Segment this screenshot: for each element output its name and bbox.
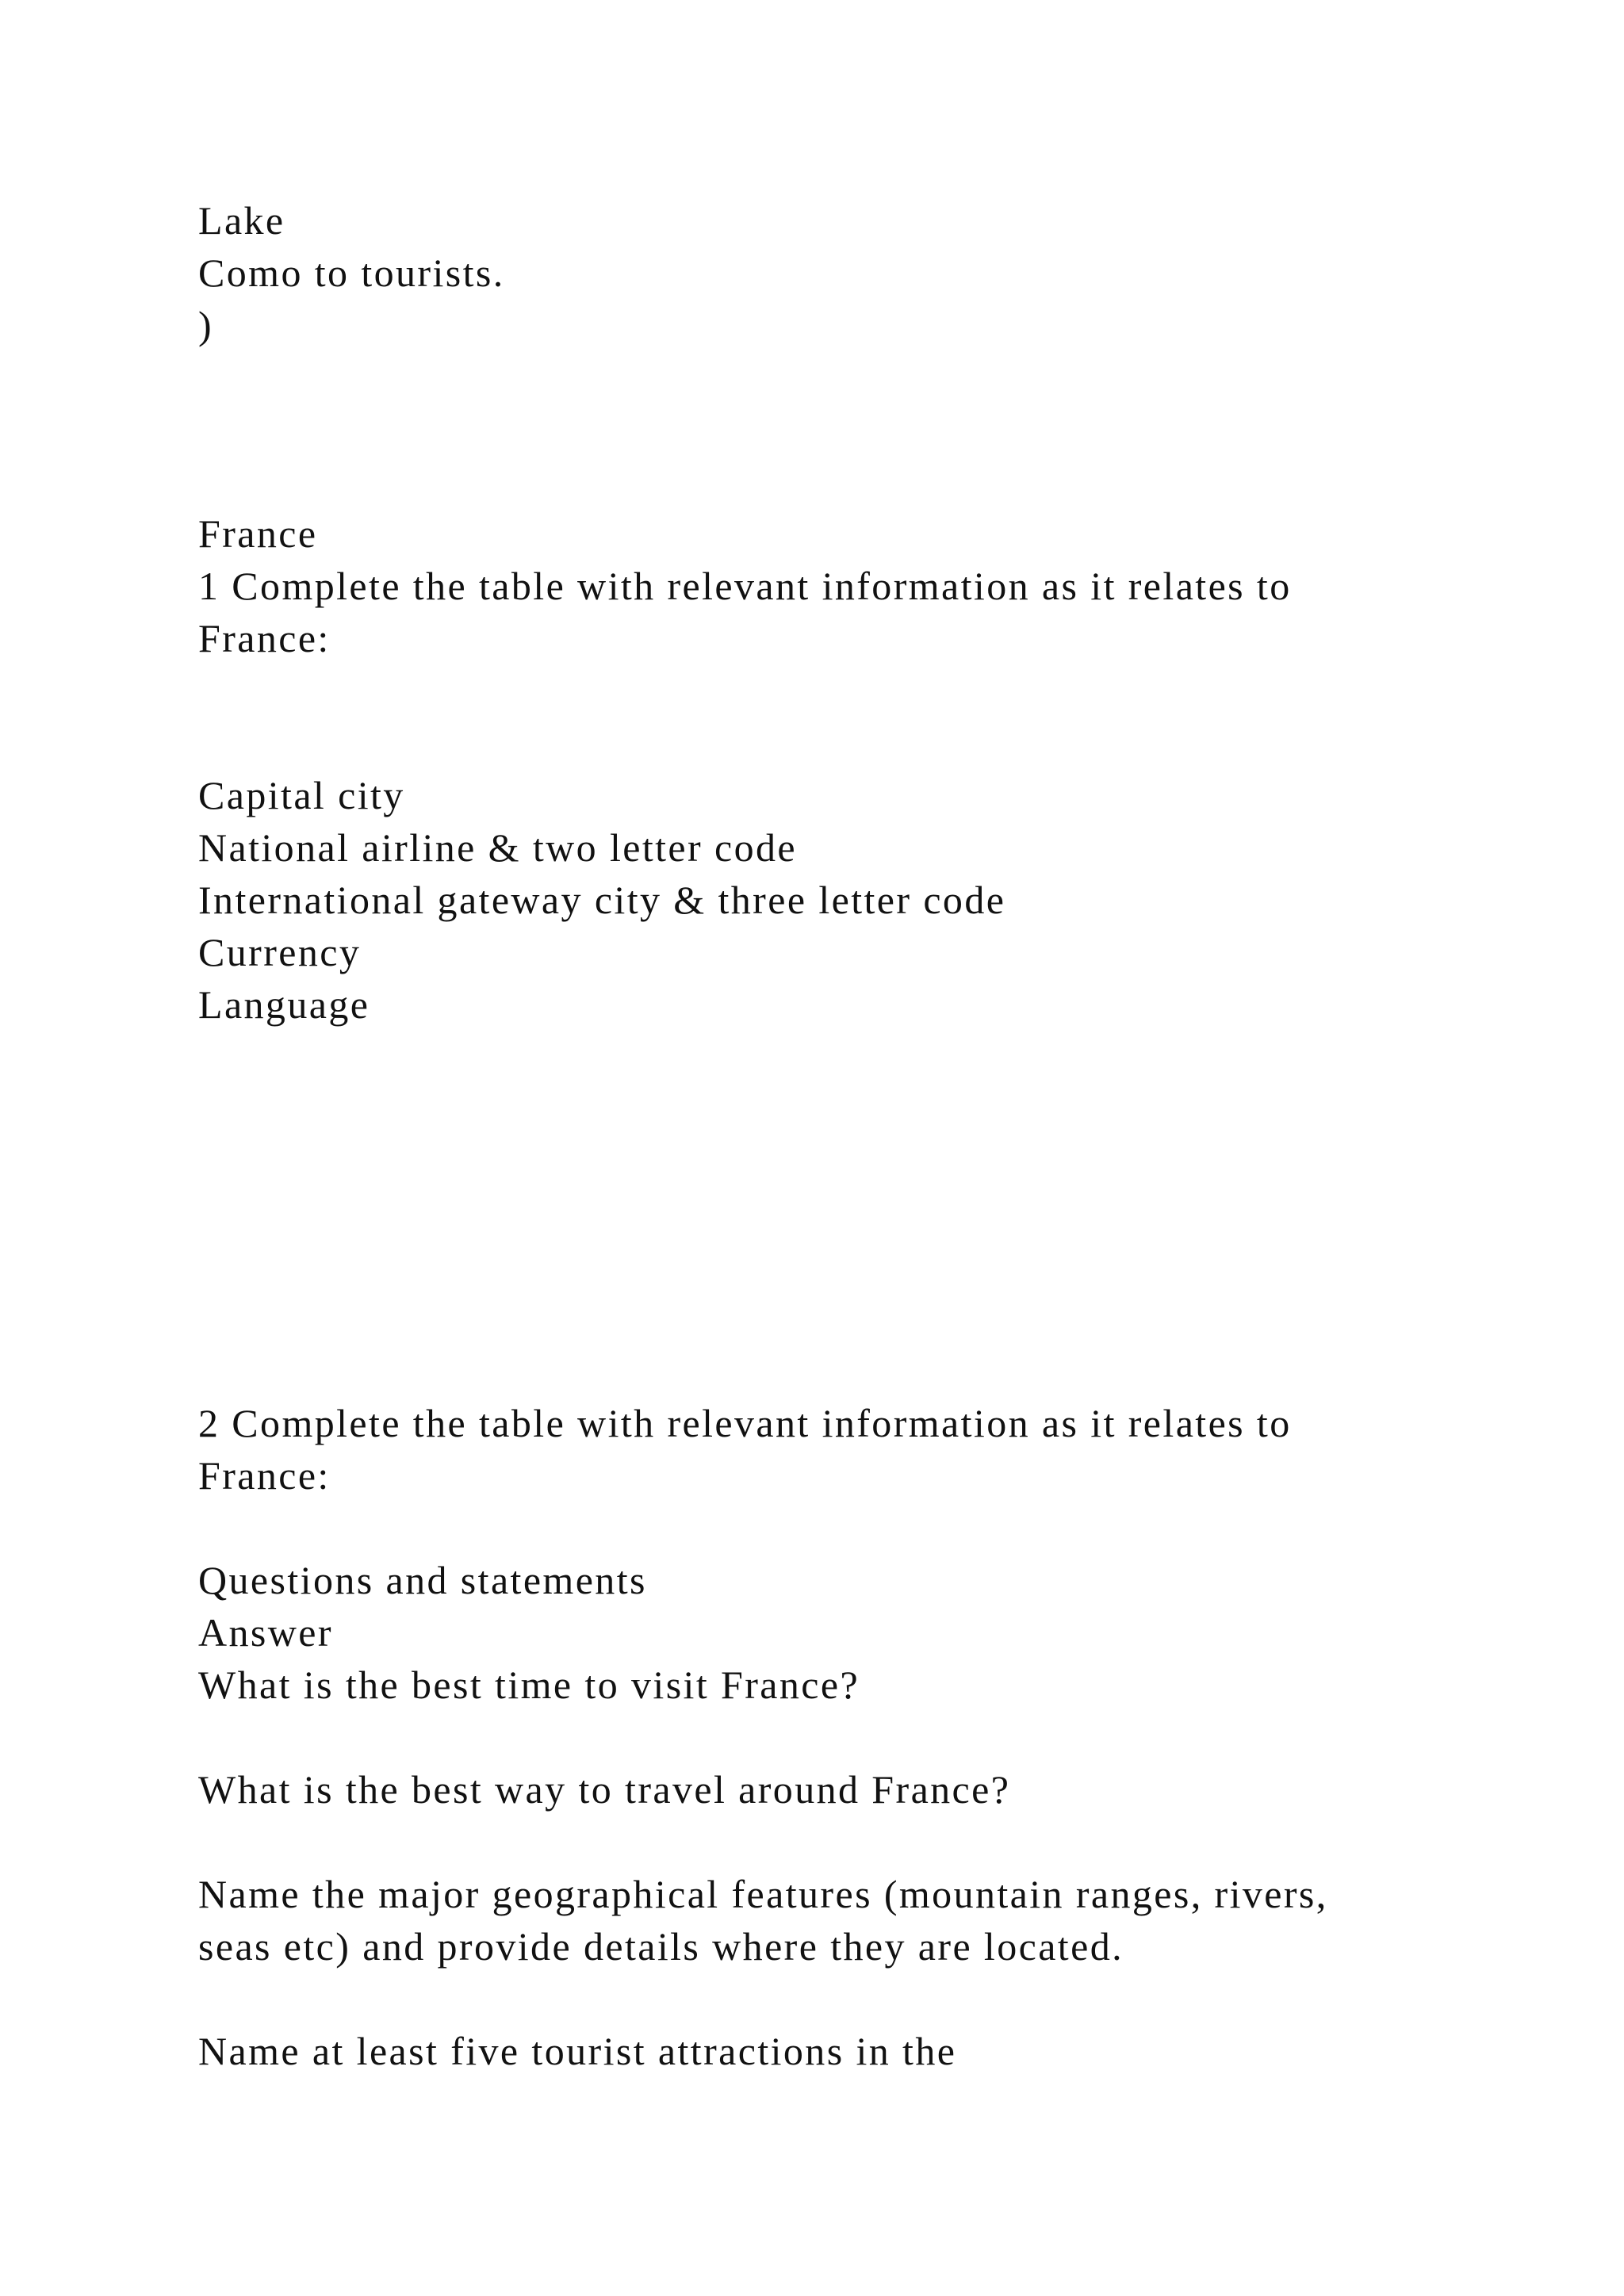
question-1-text: France: <box>198 616 331 660</box>
question-2-text: 2 Complete the table with relevant information as it relates to <box>198 1401 1292 1445</box>
table-header-questions: Questions and statements <box>198 1558 647 1602</box>
question-1-text: 1 Complete the table with relevant information as it relates to <box>198 564 1292 608</box>
text-line: Lake <box>198 198 285 243</box>
table-question: What is the best time to visit France? <box>198 1663 860 1707</box>
table-question: seas etc) and provide details where they are located. <box>198 1924 1124 1969</box>
section-heading: France <box>198 511 318 556</box>
question-2-text: France: <box>198 1453 331 1498</box>
table-row-label: Currency <box>198 930 362 974</box>
table-row-label: International gateway city & three letter code <box>198 878 1006 922</box>
table-row-label: Capital city <box>198 773 405 817</box>
table-question: What is the best way to travel around France? <box>198 1767 1011 1812</box>
table-row-label: Language <box>198 982 370 1027</box>
text-line: Como to tourists. <box>198 251 505 295</box>
table-header-answer: Answer <box>198 1610 333 1655</box>
text-line: ) <box>198 303 214 347</box>
table-row-label: National airline & two letter code <box>198 825 797 870</box>
table-question: Name the major geographical features (mountain ranges, rivers, <box>198 1872 1328 1916</box>
table-question: Name at least five tourist attractions in the <box>198 2029 957 2073</box>
